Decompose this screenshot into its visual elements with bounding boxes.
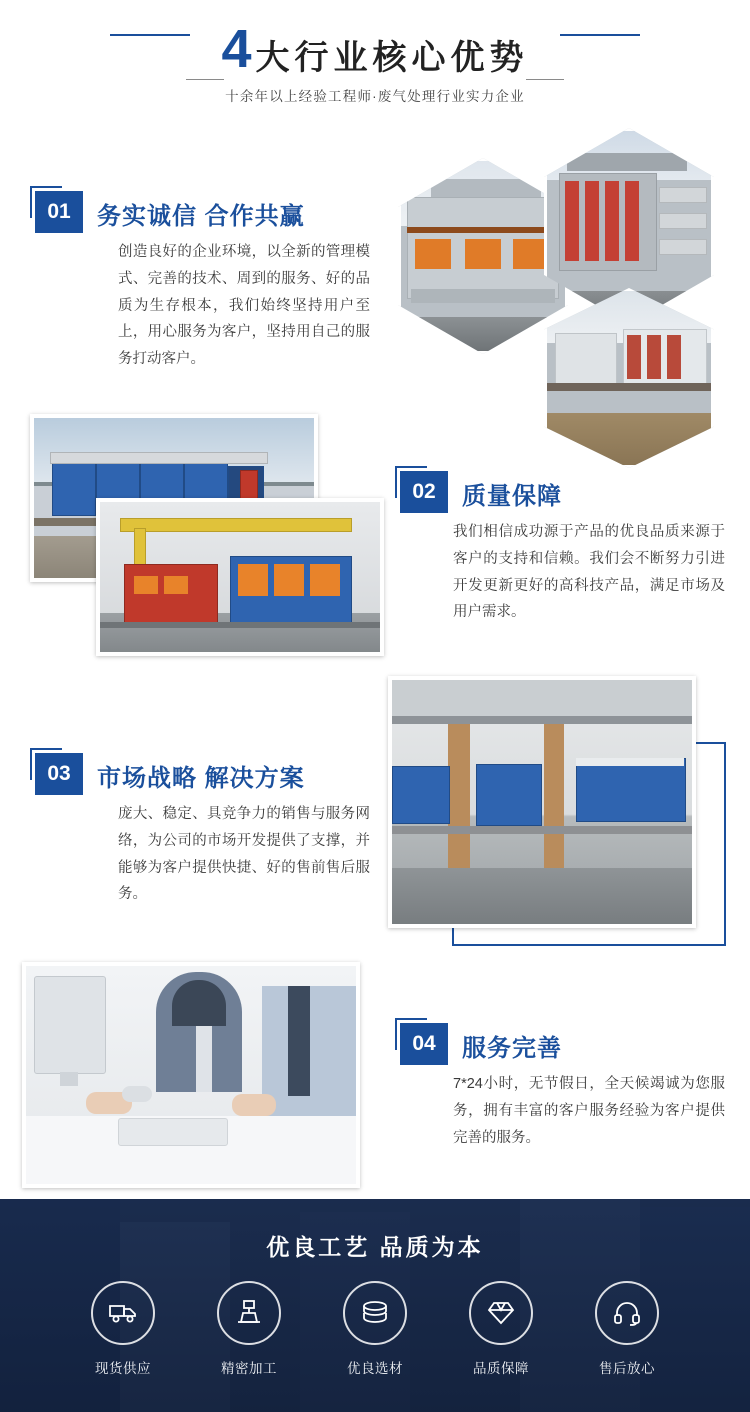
photo-03 xyxy=(388,676,696,928)
feature-04-body: 7*24小时，无节假日，全天候竭诚为您服务，拥有丰富的客户服务经验为客户提供完善的服务。 xyxy=(453,1076,725,1146)
feature-04-title: 服务完善 xyxy=(462,1035,562,1062)
footer-label-quality: 品质保障 xyxy=(473,1361,529,1376)
layers-icon xyxy=(343,1281,407,1345)
footer-item-machining[interactable] xyxy=(205,1281,293,1377)
photo-02-b xyxy=(96,498,384,656)
photo-hex-top xyxy=(398,158,568,354)
feature-block-03 xyxy=(30,748,370,908)
feature-02-number: 02 xyxy=(400,471,448,513)
footer-item-stock[interactable] xyxy=(79,1281,167,1377)
page-header xyxy=(0,0,750,118)
feature-01-body: 创造良好的企业环境，以全新的管理模式、完善的技术、周到的服务、好的品质为生存根本，我们始终坚持用户至上，用心服务为客户，坚持用自己的服务打动客户。 xyxy=(118,244,370,368)
feature-03-body: 庞大、稳定、具竞争力的销售与服务网络，为公司的市场开发提供了支撑，并能够为客户提供快捷、好的售前售后服务。 xyxy=(118,806,370,903)
feature-02-body: 我们相信成功源于产品的优良品质来源于客户的支持和信赖。我们会不断努力引进开发更新更好的高科技产品，满足市场及用户需求。 xyxy=(453,524,725,621)
page-title xyxy=(221,19,529,79)
feature-block-02 xyxy=(395,466,725,626)
truck-icon xyxy=(91,1281,155,1345)
footer-banner xyxy=(0,1199,750,1412)
feature-01-number-wrap xyxy=(30,186,83,233)
feature-block-01 xyxy=(30,186,370,373)
footer-item-material[interactable] xyxy=(331,1281,419,1377)
footer-item-quality[interactable] xyxy=(457,1281,545,1377)
title-number: 4 xyxy=(221,19,252,79)
footer-label-service: 售后放心 xyxy=(599,1361,655,1376)
title-text: 大行业核心优势 xyxy=(255,39,529,78)
feature-block-04 xyxy=(395,1018,725,1151)
feature-03-number-wrap xyxy=(30,748,83,795)
hexagon-photo-cluster xyxy=(398,128,750,390)
feature-04-number-wrap xyxy=(395,1018,448,1065)
feature-02-title: 质量保障 xyxy=(462,483,562,510)
footer-item-service[interactable] xyxy=(583,1281,671,1377)
feature-01-number: 01 xyxy=(35,191,83,233)
footer-label-stock: 现货供应 xyxy=(95,1361,151,1376)
photo-04 xyxy=(22,962,360,1188)
feature-03-number: 03 xyxy=(35,753,83,795)
footer-icon-row xyxy=(0,1281,750,1377)
photo-hex-bottom xyxy=(544,288,714,468)
feature-04-number: 04 xyxy=(400,1023,448,1065)
feature-02-number-wrap xyxy=(395,466,448,513)
footer-label-machining: 精密加工 xyxy=(221,1361,277,1376)
diamond-icon xyxy=(469,1281,533,1345)
feature-03-title: 市场战略 解决方案 xyxy=(97,765,305,792)
headset-icon xyxy=(595,1281,659,1345)
page-subtitle: 十余年以上经验工程师·废气处理行业实力企业 xyxy=(225,89,525,105)
footer-label-material: 优良选材 xyxy=(347,1361,403,1376)
feature-01-title: 务实诚信 合作共赢 xyxy=(97,203,305,230)
footer-title: 优良工艺 品质为本 xyxy=(266,1234,484,1260)
machine-icon xyxy=(217,1281,281,1345)
